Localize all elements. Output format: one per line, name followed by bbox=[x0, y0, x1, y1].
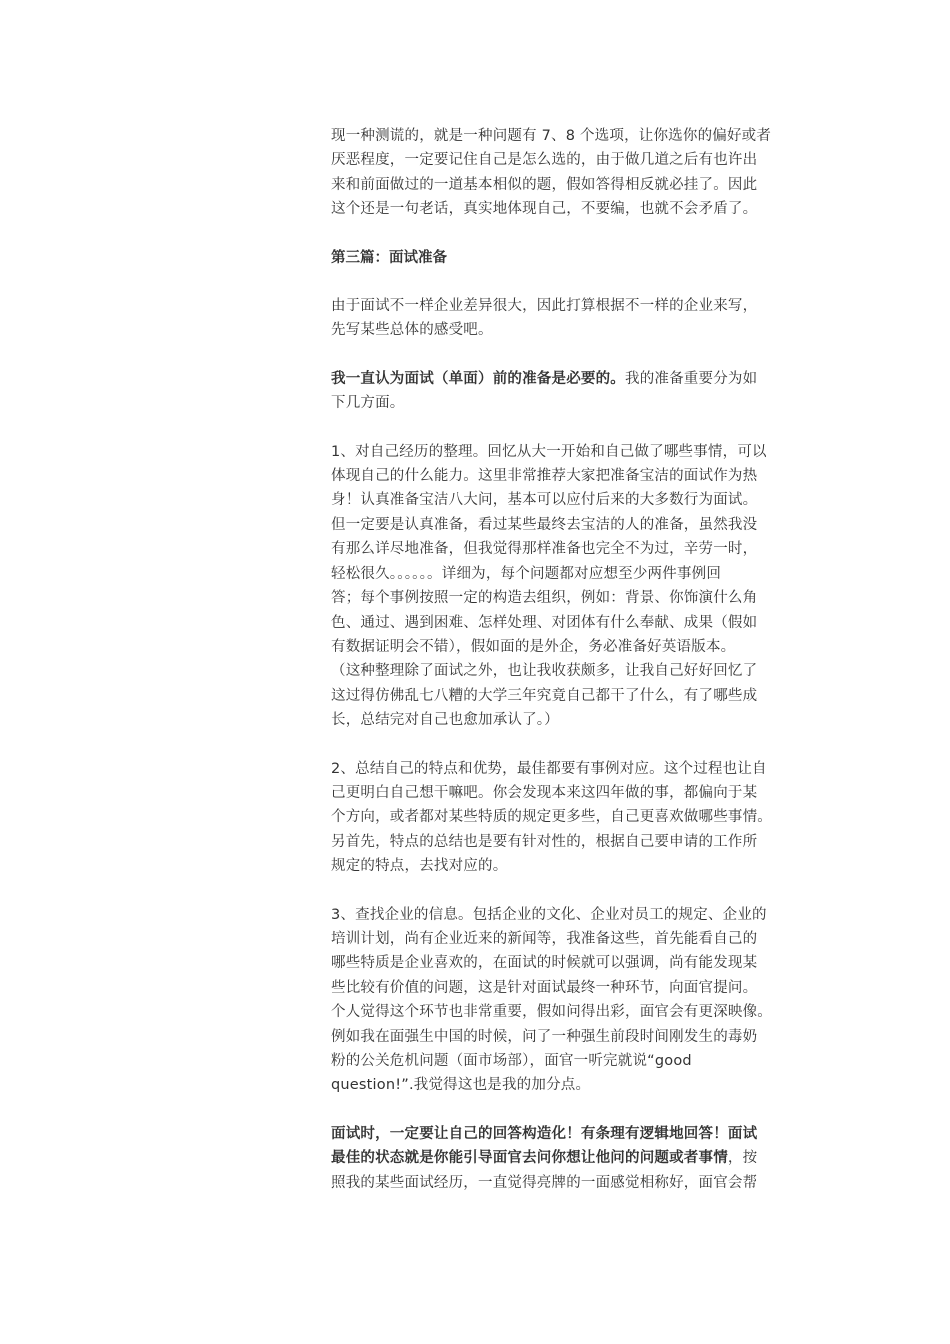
paragraph-item-3: 3、查找企业的信息。包括企业的文化、企业对员工的规定、企业的 培训计划，尚有企业近来的新闻等，我准备这些，首先能看自己的 哪些特质是企业喜欢的，在面试的时候就可以强调，尚有能发现某 些比较有价值的问题，这是针对面试最终一种环节，向面官提问。 个人觉得这个环节也非常重要，假如问得出彩，面官会有更深映像。 例如我在面强生中国的时候，问了一种强生前段时间刚发生的毒奶 粉的公关危机问题（面市场部），面官一听完就说“good question!”.我觉得这也是我的加分点。 bbox=[331, 906, 772, 1094]
paragraph-lie-detection: 现一种测谎的，就是一种问题有 7、8 个选项，让你选你的偏好或者 厌恶程度，一定要记住自己是怎么选的，由于做几道之后有也许出 来和前面做过的一道基本相似的题，假如答得相反就必挂了。因此 这个还是一句老话，真实地体现自己，不要编，也就不会矛盾了。 bbox=[331, 128, 772, 218]
interview-tips-text: ，按 照我的某些面试经历，一直觉得亮牌的一面感觉相称好，面官会帮 bbox=[331, 1150, 758, 1191]
section-heading: 第三篇：面试准备 bbox=[331, 249, 447, 266]
document-page bbox=[331, 124, 807, 1219]
interview-tips-emphasis: 面试时，一定要让自己的回答构造化！有条理有逻辑地回答！面试 最佳的状态就是你能引导面官去问你想让他问的问题或者事情 bbox=[331, 1125, 758, 1167]
preparation-text: 我的准备重要分为如 下几方面。 bbox=[331, 370, 758, 412]
preparation-emphasis: 我一直认为面试（单面）前的准备是必要的。 bbox=[331, 370, 625, 387]
paragraph-item-1: 1、对自己经历的整理。回忆从大一开始和自己做了哪些事情，可以 体现自己的什么能力。这里非常推荐大家把准备宝洁的面试作为热 身！认真准备宝洁八大问，基本可以应付后来的大多数行为面试。 但一定要是认真准备，看过某些最终去宝洁的人的准备，虽然我没 有那么详尽地准备，但我觉得那样准备也完全不为过，辛劳一时， 轻松很久。。。。。。详细为，每个问题都对应想至少两件事例回 答；每个事例按照一定的构造去组织，例如：背景、你饰演什么角 色、通过、遇到困难、怎样处理、对团体有什么奉献、成果（假如 有数据证明会不错），假如面的是外企，务必准备好英语版本。 （这种整理除了面试之外，也让我收获颇多，让我自己好好回忆了 这过得仿佛乱七八糟的大学三年究竟自己都干了什么，有了哪些成 长，总结完对自己也愈加承认了。） bbox=[331, 443, 767, 729]
paragraph-preparation bbox=[331, 367, 807, 416]
paragraph-intro: 由于面试不一样企业差异很大，因此打算根据不一样的企业来写， 先写某些总体的感受吧。 bbox=[331, 298, 758, 339]
paragraph-item-2: 2、总结自己的特点和优势，最佳都要有事例对应。这个过程也让自 己更明白自己想干嘛吧。你会发现本来这四年做的事，都偏向于某 个方向，或者都对某些特质的规定更多些，自己更喜欢做哪些事情。 另首先，特点的总结也是要有针对性的，根据自己要申请的工作所 规定的特点，去找对应的。 bbox=[331, 760, 772, 875]
paragraph-interview-tips bbox=[331, 1122, 807, 1195]
